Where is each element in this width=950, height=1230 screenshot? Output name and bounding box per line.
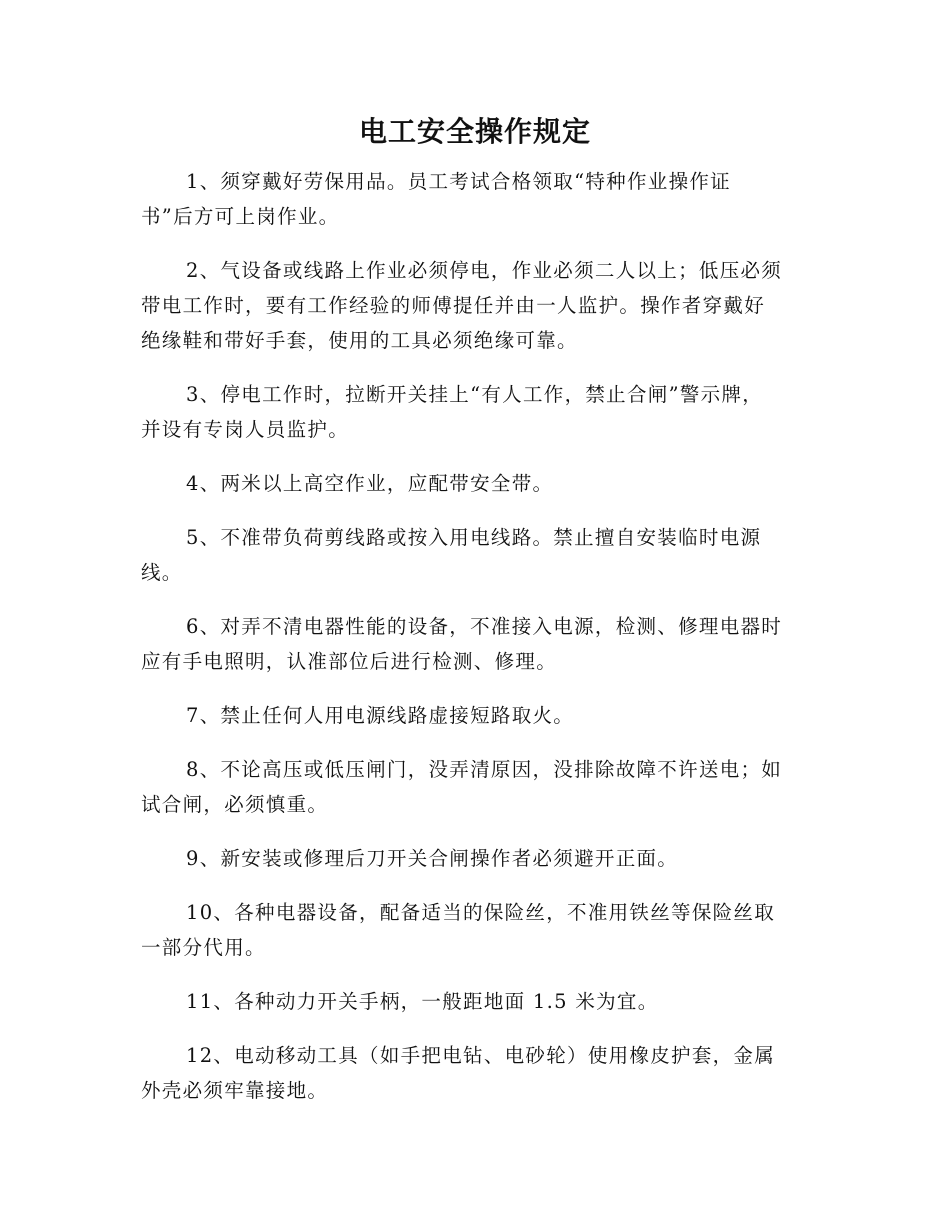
item-8-line-2: 试合闸，必须慎重。 [141, 793, 329, 816]
regulation-item-4 [141, 466, 809, 501]
regulation-item-8 [141, 752, 809, 822]
item-7-line-1: 7、禁止任何人用电源线路虚接短路取火。 [186, 704, 575, 727]
item-5-line-2: 线。 [141, 561, 183, 584]
item-8-line-1: 8、不论高压或低压闸门，没弄清原因，没排除故障不许送电；如 [186, 758, 783, 781]
item-12-line-1: 12、电动移动工具（如手把电钻、电砂轮）使用橡皮护套，金属 [186, 1044, 776, 1067]
item-2-line-3: 绝缘鞋和带好手套，使用的工具必须绝缘可靠。 [141, 329, 578, 352]
item-10-line-2: 一部分代用。 [141, 936, 266, 959]
item-5-line-1: 5、不准带负荷剪线路或按入用电线路。禁止擅自安装临时电源 [186, 526, 762, 549]
regulation-item-12 [141, 1038, 809, 1108]
item-9-line-1: 9、新安装或修理后刀开关合闸操作者必须避开正面。 [186, 847, 679, 870]
regulation-item-5 [141, 520, 809, 590]
item-6-line-1: 6、对弄不清电器性能的设备，不准接入电源，检测、修理电器时 [186, 615, 783, 638]
item-11-line-1: 11、各种动力开关手柄，一般距地面 1.5 米为宜。 [186, 990, 659, 1013]
item-1-line-1: 1、须穿戴好劳保用品。员工考试合格领取“特种作业操作证 [186, 170, 731, 193]
item-1-line-2: 书”后方可上岗作业。 [141, 205, 340, 228]
item-12-line-2: 外壳必须牢靠接地。 [141, 1079, 329, 1102]
regulation-item-7 [141, 698, 809, 733]
document-body [141, 164, 809, 1127]
item-3-line-2: 并设有专岗人员监护。 [141, 418, 350, 441]
item-6-line-2: 应有手电照明，认准部位后进行检测、修理。 [141, 650, 558, 673]
regulation-item-3 [141, 377, 809, 447]
item-3-line-1: 3、停电工作时，拉断开关挂上“有人工作，禁止合闸”警示牌， [186, 383, 764, 406]
regulation-item-9 [141, 841, 809, 876]
item-2-line-2: 带电工作时，要有工作经验的师傅提任并由一人监护。操作者穿戴好 [141, 294, 766, 317]
item-10-line-1: 10、各种电器设备，配备适当的保险丝，不准用铁丝等保险丝取 [186, 901, 776, 924]
regulation-item-11 [141, 984, 809, 1019]
document-title: 电工安全操作规定 [358, 115, 591, 148]
item-4-line-1: 4、两米以上高空作业，应配带安全带。 [186, 472, 554, 495]
item-2-line-1: 2、气设备或线路上作业必须停电，作业必须二人以上；低压必须 [186, 259, 783, 282]
regulation-item-2 [141, 253, 809, 358]
regulation-item-6 [141, 609, 809, 679]
regulation-item-1 [141, 164, 809, 234]
regulation-item-10 [141, 895, 809, 965]
